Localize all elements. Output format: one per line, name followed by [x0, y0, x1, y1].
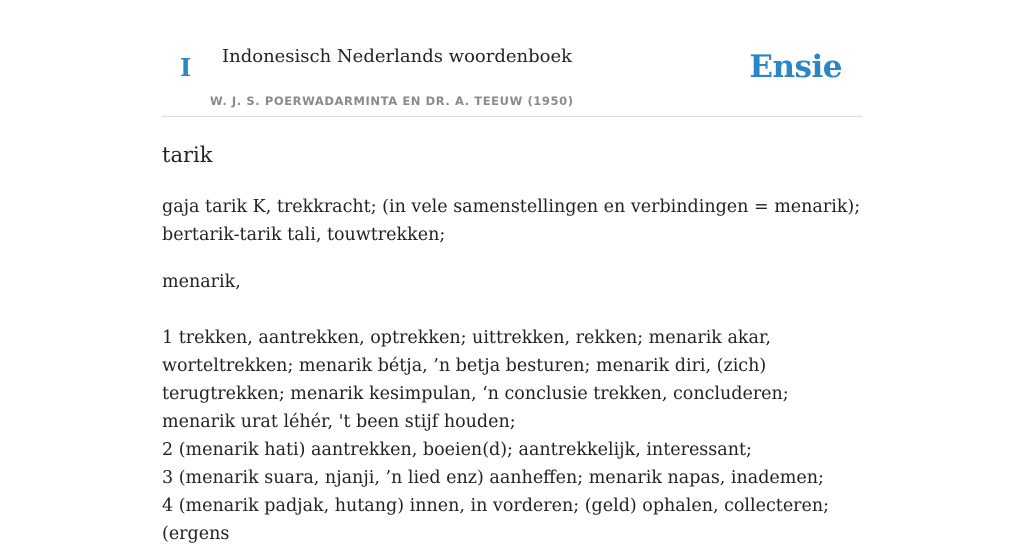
dictionary-header [162, 0, 862, 117]
dictionary-title-link[interactable]: Indonesisch Nederlands woordenboek [222, 46, 573, 67]
sense-item: 4 (menarik padjak, hutang) innen, in vorderen; (geld) ophalen, collecteren; (ergens [162, 496, 830, 544]
dictionary-authors: W. J. S. POERWADARMINTA EN DR. A. TEEUW (1950) [210, 94, 574, 108]
sense-item: 2 (menarik hati) aantrekken, boeien(d); aantrekkelijk, interessant; [162, 440, 752, 460]
sense-list [162, 324, 864, 548]
entry-paragraph: menarik, [162, 272, 241, 292]
entry-headword: tarik [162, 143, 213, 167]
entry-paragraph: gaja tarik K, trekkracht; (in vele samenstellingen en verbindingen = menarik); bertarik-tarik tali, touwtrekken; [162, 197, 861, 245]
ensie-logo[interactable]: Ensie [749, 49, 842, 85]
sense-item: 1 trekken, aantrekken, optrekken; uittrekken, rekken; menarik akar, worteltrekken; menarik bétja, ’n betja besturen; menarik diri, (zich) terugtrekken; menarik kesimpulan, ‘n conclusie trekken, concluderen; menarik urat léhér, 't been stijf houden; [162, 328, 789, 432]
entry-content [162, 130, 864, 548]
letter-index-link[interactable]: I [180, 53, 192, 82]
sense-item: 3 (menarik suara, njanji, ’n lied enz) aanheffen; menarik napas, inademen; [162, 468, 824, 488]
